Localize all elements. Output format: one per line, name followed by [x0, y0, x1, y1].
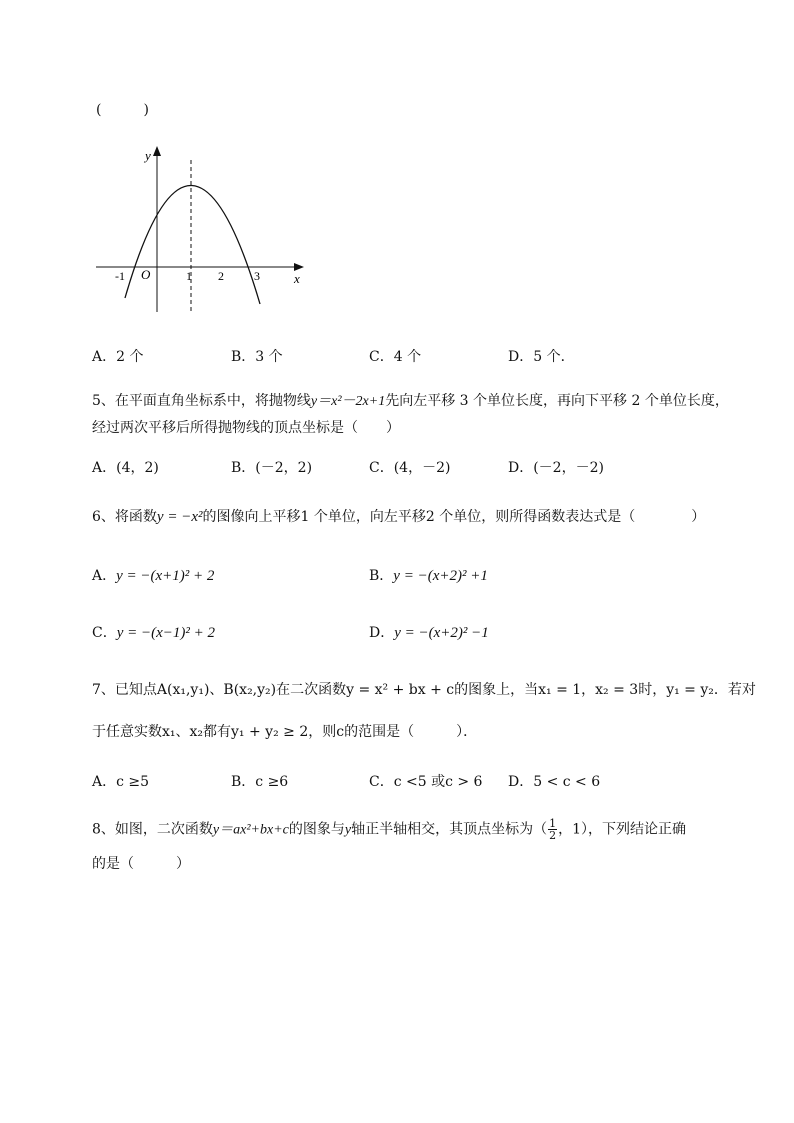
- q5-option-d: D．(－2，－2): [508, 460, 604, 476]
- q4-answer-paren: ( ): [96, 102, 149, 118]
- q5-option-a: A．(4，2): [92, 460, 159, 476]
- q6-option-d: D．y = −(x+2)² −1: [369, 625, 489, 641]
- q5-stem: [92, 388, 742, 441]
- y-axis-arrow: [153, 146, 161, 156]
- tick-label-3: 3: [254, 269, 260, 283]
- q4-option-c: C．4 个: [369, 349, 422, 365]
- q6-option-b-formula: y = −(x+2)² +1: [393, 568, 488, 584]
- parabola-curve: [125, 185, 260, 304]
- q6-stem-part2: 的图像向上平移1 个单位，向左平移2 个单位，则所得函数表达式是（ ）: [202, 509, 706, 525]
- q4-parabola-graph: [90, 140, 320, 320]
- q8-fraction: $\frac{1}{2}$: [549, 817, 557, 842]
- x-axis-label: x: [294, 271, 300, 286]
- y-axis-label: y: [145, 148, 151, 163]
- q6-option-d-formula: y = −(x+2)² −1: [394, 625, 489, 641]
- q7-option-d: D．5 < c < 6: [508, 774, 601, 790]
- q6-option-b: B．y = −(x+2)² +1: [369, 568, 488, 584]
- tick-label-neg1: -1: [115, 269, 125, 283]
- q7-option-b: B．c ≥6: [231, 774, 289, 790]
- q5-option-b: B．(－2，2): [231, 460, 313, 476]
- q4-option-d: D．5 个．: [508, 349, 575, 365]
- q6-option-a: A．y = −(x+1)² + 2: [92, 568, 215, 584]
- origin-label: O: [141, 267, 151, 282]
- q8-stem-line1: 8、如图，二次函数y＝ax²+bx+c的图象与y轴正半轴相交，其顶点坐标为（ $\frac{1}{2}$ ，1），下列结论正确: [92, 817, 687, 842]
- q7-option-c: C．c <5 或c > 6: [369, 774, 483, 790]
- q7-stem-line2: 于任意实数x₁、x₂都有y₁ + y₂ ≥ 2，则c的范围是（ ）．: [92, 724, 478, 740]
- q6-formula: y = −x²: [156, 509, 203, 525]
- q5-stem-part1: 5、在平面直角坐标系中，将抛物线: [92, 393, 311, 409]
- q5-formula: y＝x²－2x+1: [310, 394, 386, 409]
- q8-formula: y＝ax²+bx+c: [212, 822, 289, 838]
- q7-option-a: A．c ≥5: [92, 774, 150, 790]
- q4-option-a: A．2 个: [92, 349, 144, 365]
- tick-label-2: 2: [218, 269, 224, 283]
- q4-option-b: B．3 个: [231, 349, 283, 365]
- q8-stem-line2: 的是（ ）: [92, 856, 190, 872]
- q6-stem-part1: 6、将函数: [92, 509, 157, 525]
- q6-option-a-formula: y = −(x+1)² + 2: [116, 568, 215, 584]
- q5-option-c: C．(4，－2): [369, 460, 451, 476]
- q7-stem-line1: 7、已知点A(x₁,y₁)、B(x₂,y₂)在二次函数y = x² + bx + c的图象上，当x₁ = 1，x₂ = 3时，y₁ = y₂．若对: [92, 682, 756, 698]
- q6-stem: [92, 506, 705, 526]
- tick-label-1: 1: [186, 269, 192, 283]
- q6-option-c: C．y = −(x−1)² + 2: [92, 625, 216, 641]
- q6-option-c-formula: y = −(x−1)² + 2: [116, 625, 216, 641]
- q5-stem-part2: 先向左平移 3 个单位长度，再向下平移 2 个单位长度，经过两次平移后所得抛物线的顶点坐标是（ ）: [92, 393, 729, 436]
- x-axis-arrow: [294, 263, 304, 271]
